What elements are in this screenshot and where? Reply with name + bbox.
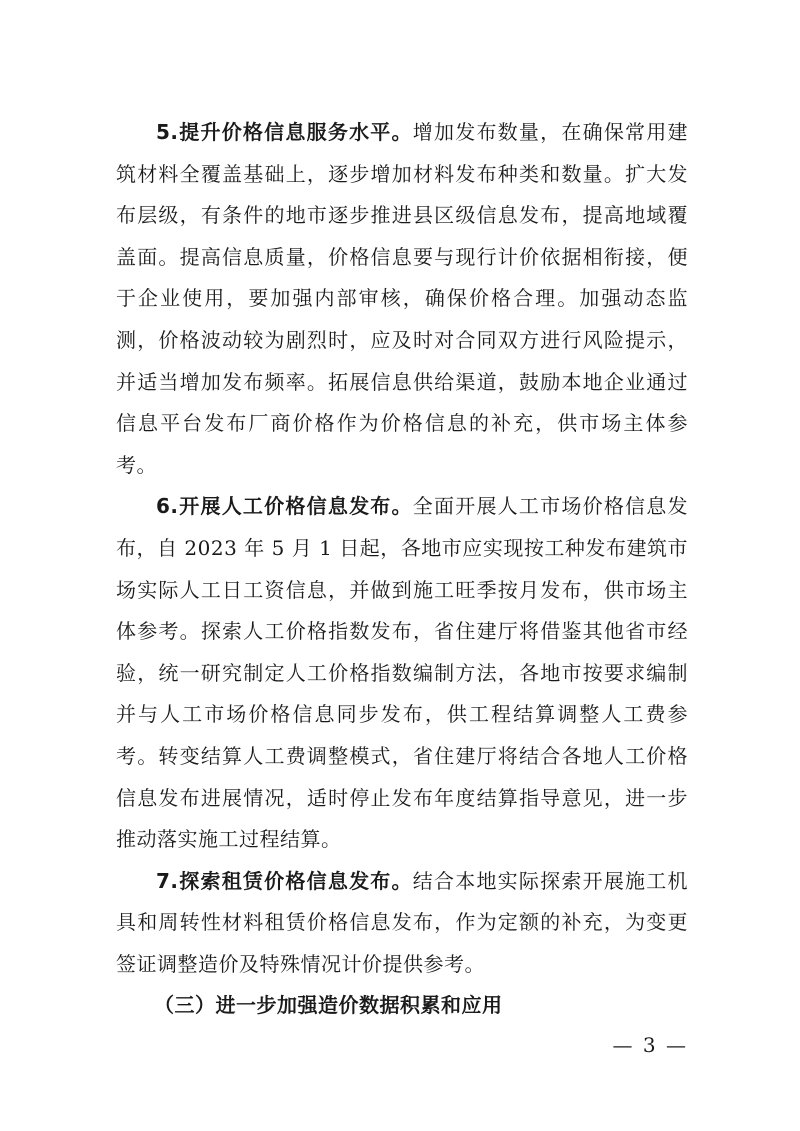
paragraph-7 [116,861,688,986]
section-heading: （三）进一步加强造价数据积累和应用 [154,993,503,1018]
paragraph-6-body: 全面开展人工市场价格信息发布，自 2023 年 5 月 1 日起，各地市应实现按工种发布建筑市场实际人工日工资信息，并做到施工旺季按月发布，供市场主体参考。探索人工价格指数发布，省住建厅将借鉴其他省市经验，统一研究制定人工价格指数编制方法，各地市按要求编制并与人工市场价格信息同步发布，供工程结算调整人工费参考。转变结算人工费调整模式，省住建厅将结合各地人工价格信息发布进展情况，适时停止发布年度结算指导意见，进一步推动落实施工过程结算。 [116,494,689,852]
paragraph-5-body: 增加发布数量，在确保常用建筑材料全覆盖基础上，逐步增加材料发布种类和数量。扩大发布层级，有条件的地市逐步推进县区级信息发布，提高地域覆盖面。提高信息质量，价格信息要与现行计价依据相衔接，便于企业使用，要加强内部审核，确保价格合理。加强动态监测，价格波动较为剧烈时，应及时对合同双方进行风险提示，并适当增加发布频率。拓展信息供给渠道，鼓励本地企业通过信息平台发布厂商价格作为价格信息的补充，供市场主体参考。 [116,120,689,477]
paragraph-6 [116,486,688,860]
page-number: — 3 — [612,1033,688,1057]
paragraph-7-lead: 7.探索租赁价格信息发布。 [156,868,413,893]
paragraph-7-body: 结合本地实际探索开展施工机具和周转性材料租赁价格信息发布，作为定额的补充，为变更签证调整造价及特殊情况计价提供参考。 [116,868,689,976]
paragraph-5 [116,112,688,486]
document-body [116,112,688,1027]
paragraph-5-lead: 5.提升价格信息服务水平。 [156,120,413,144]
paragraph-6-lead: 6.开展人工价格信息发布。 [156,494,413,519]
